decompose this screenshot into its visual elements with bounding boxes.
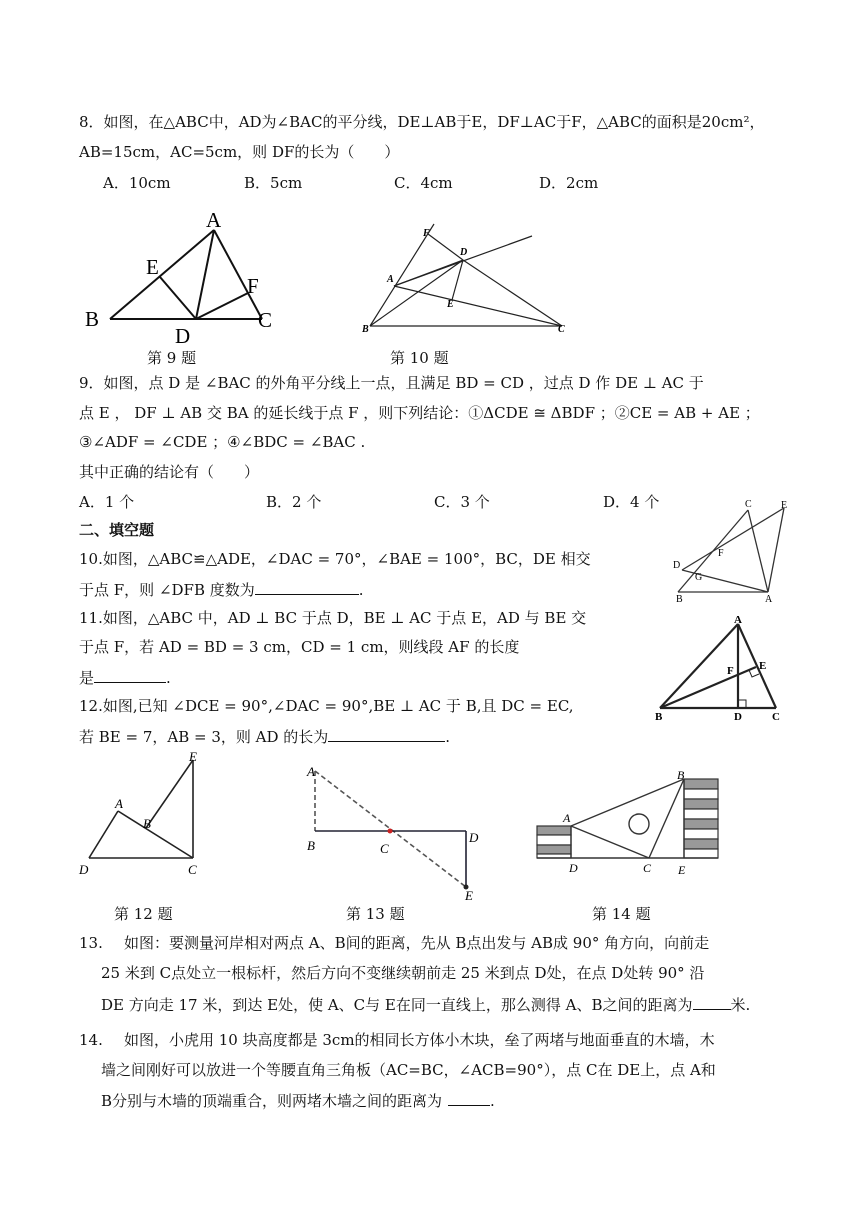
q14-line1: 如图，小虎用 10 块高度都是 3cm的相同长方体小木块，垒了两堵与地面垂直的木墙，木 [124, 1031, 715, 1049]
fig13-label-e: E [465, 888, 473, 900]
fig9-label-f: F [247, 274, 259, 298]
q9-line4: 其中正确的结论有（ ） [79, 463, 260, 481]
q9-option-c: C．3 个 [434, 493, 490, 511]
fig10-label-c: C [558, 324, 565, 335]
q13-end: 米. [730, 996, 751, 1014]
q10-end: . [358, 581, 364, 599]
q14-line3 [101, 1089, 495, 1111]
q8-line1: 8．如图，在△ABC中，AD为∠BAC的平分线，DE⊥AB于E，DF⊥AC于F，△ABC的面积是20cm²， [79, 113, 765, 131]
fig14-label-e: E [678, 863, 686, 877]
fig12-label-b: B [143, 816, 151, 831]
q11-line2: 于点 F，若 AD = BD = 3 cm，CD = 1 cm，则线段 AF 的长度 [79, 638, 520, 656]
fig10-label-f: F [423, 228, 430, 239]
q11-line3-text: 是 [79, 669, 95, 687]
q12-end: . [445, 728, 451, 746]
fig-q10-label-a: A [765, 594, 773, 605]
fig10-label-b: B [362, 324, 369, 335]
q9-line3: ③∠ADF = ∠CDE ；④∠BDC = ∠BAC . [79, 433, 366, 451]
q14-line3-text: B分别与木墙的顶端重合，则两堵木墙之间的距离为 [101, 1092, 443, 1110]
q14-end: . [490, 1092, 495, 1110]
fig-q10-label-c: C [745, 499, 752, 510]
q13-line1: 如图：要测量河岸相对两点 A、B间的距离，先从 B点出发与 AB成 90° 角方向，向前走 [124, 934, 710, 952]
q13-line3-text: DE 方向走 17 米，到达 E处，使 A、C与 E在同一直线上，那么测得 A、B之间的距离为 [101, 996, 693, 1014]
fig9-label-b: B [85, 307, 100, 331]
fig13-caption: 第 13 题 [346, 905, 405, 923]
q12-line2-text: 若 BE = 7，AB = 3，则 AD 的长为 [79, 728, 329, 746]
q9-option-a: A．1 个 [79, 493, 135, 511]
fig12-label-a: A [115, 796, 123, 811]
q12-line2 [79, 725, 450, 747]
q14-number: 14. [79, 1031, 103, 1049]
figure-10 [362, 216, 568, 336]
fig13-label-b: B [307, 838, 315, 853]
figure-q11 [652, 612, 787, 724]
fig-q11-label-b: B [655, 711, 663, 723]
fig10-label-d: D [460, 247, 468, 258]
fig10-label-e: E [447, 299, 454, 310]
fig13-point-c [388, 829, 393, 834]
figure-9 [80, 205, 290, 345]
fig9-caption: 第 9 题 [147, 349, 197, 367]
fig12-caption: 第 12 题 [114, 905, 173, 923]
q11-line3 [79, 666, 171, 688]
fig9-label-c: C [258, 308, 273, 332]
fig-q10-label-b: B [676, 594, 683, 605]
q8-option-a: A．10cm [103, 174, 171, 192]
fig9-label-a: A [206, 208, 222, 232]
fig9-label-e: E [146, 255, 159, 279]
q8-line2: AB=15cm，AC=5cm，则 DF的长为（ ） [79, 143, 400, 161]
q10-line2-text: 于点 F，则 ∠DFB 度数为 [79, 581, 255, 599]
q8-option-c: C．4cm [394, 174, 453, 192]
q9-option-b: B．2 个 [266, 493, 322, 511]
q14-answer-blank[interactable] [448, 1089, 490, 1106]
q10-line1: 10.如图，△ABC≌△ADE，∠DAC = 70°，∠BAE = 100°，BC，DE 相交 [79, 550, 591, 568]
q10-line2 [79, 578, 364, 600]
q11-end: . [166, 669, 171, 687]
q9-line2: 点 E ， DF ⊥ AB 交 BA 的延长线于点 F ，则下列结论：①ΔCDE ≅ ΔBDF ；②CE = AB + AE ； [79, 404, 760, 422]
figure-12 [76, 750, 211, 880]
fig12-label-e: E [189, 750, 197, 764]
fig-q10-label-g: G [695, 572, 703, 583]
fig-q10-label-f: F [718, 548, 724, 559]
fig-q10-label-e: E [781, 500, 788, 511]
q8-option-b: B．5cm [244, 174, 303, 192]
fig14-label-d: D [569, 861, 578, 875]
fig12-label-c: C [188, 862, 197, 877]
figure-14 [534, 764, 734, 879]
fig12-label-d: D [79, 862, 89, 877]
q9-line1: 9．如图，点 D 是 ∠BAC 的外角平分线上一点，且满足 BD = CD ，过点 D 作 DE ⊥ AC 于 [79, 374, 704, 392]
q13-line3 [101, 993, 750, 1015]
q13-number: 13. [79, 934, 103, 952]
fig14-label-a: A [563, 811, 571, 825]
q12-answer-blank[interactable] [328, 725, 445, 742]
fig-q11-label-c: C [772, 711, 780, 723]
fig10-label-a: A [387, 274, 394, 285]
figure-q10 [668, 496, 798, 606]
fig-q11-label-a: A [734, 614, 742, 626]
fig9-label-d: D [175, 324, 191, 345]
figure-13 [302, 760, 492, 900]
fig10-caption: 第 10 题 [390, 349, 449, 367]
q11-answer-blank[interactable] [94, 666, 166, 683]
q10-answer-blank[interactable] [255, 578, 359, 595]
fig14-caption: 第 14 题 [592, 905, 651, 923]
fig13-label-c: C [380, 841, 389, 856]
fig-q11-label-d: D [734, 711, 742, 723]
fig13-label-d: D [469, 830, 479, 845]
fig13-label-a: A [307, 764, 315, 779]
fig-q11-label-f: F [727, 665, 734, 677]
q13-answer-blank[interactable] [693, 993, 731, 1010]
fig-q11-label-e: E [759, 660, 767, 672]
section-fill-in-title: 二、填空题 [79, 521, 155, 539]
q11-line1: 11.如图，△ABC 中，AD ⊥ BC 于点 D，BE ⊥ AC 于点 E，AD 与 BE 交 [79, 609, 587, 627]
q14-line2: 墙之间刚好可以放进一个等腰直角三角板（AC=BC，∠ACB=90°），点 C在 DE上，点 A和 [101, 1061, 716, 1079]
q8-option-d: D．2cm [539, 174, 599, 192]
q13-line2: 25 米到 C点处立一根标杆，然后方向不变继续朝前走 25 米到点 D处，在点 D处转 90° 沿 [101, 964, 705, 982]
fig14-label-c: C [643, 861, 652, 875]
q12-line1: 12.如图,已知 ∠DCE = 90°,∠DAC = 90°,BE ⊥ AC 于 B,且 DC = EC, [79, 697, 574, 715]
fig14-label-b: B [677, 768, 685, 782]
fig-q10-label-d: D [673, 560, 681, 571]
q9-option-d: D．4 个 [603, 493, 660, 511]
